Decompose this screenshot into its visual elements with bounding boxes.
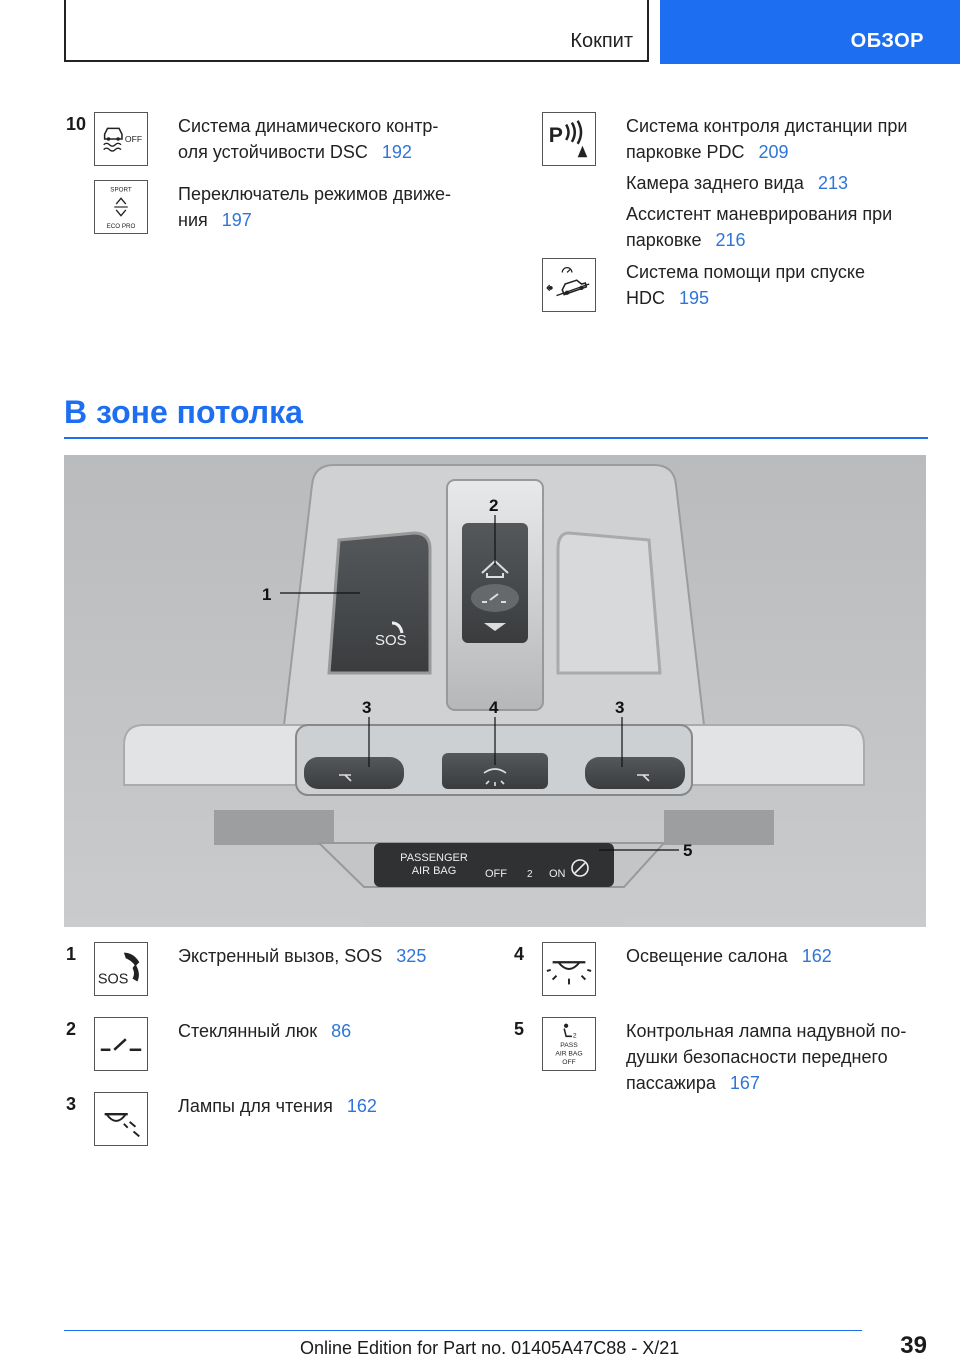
icon-text: SPORT: [110, 186, 132, 194]
icon-text: 2: [572, 1032, 577, 1040]
item-number: 1: [66, 944, 77, 964]
page-link[interactable]: 192: [381, 142, 412, 162]
sos-call-icon: [94, 942, 148, 996]
item-description: Стеклянный люк 86: [178, 1021, 352, 1041]
item-description: Система динамического контр- оля устойчивости DSC 192: [178, 116, 439, 162]
svg-text:P: P: [548, 123, 563, 147]
item-description: Контрольная лампа надувной по- душки безопасности переднего пассажира 167: [626, 1021, 907, 1093]
callout-number: 1: [262, 585, 272, 604]
item-number: 3: [66, 1094, 77, 1114]
page-number: 39: [900, 1332, 927, 1359]
item-number: 2: [66, 1019, 77, 1039]
pdc-icon: [542, 112, 596, 166]
callout-number: 5: [683, 841, 693, 860]
section-title: В зоне потолка: [64, 394, 303, 430]
page-link[interactable]: 213: [817, 173, 848, 193]
item-number: 5: [514, 1019, 525, 1039]
icon-text: SOS: [97, 971, 129, 988]
sos-label: SOS: [375, 632, 407, 649]
item-description: Система помощи при спуске HDC 195: [626, 262, 865, 308]
svg-text:OFF: OFF: [124, 133, 143, 144]
icon-text: OFF: [562, 1059, 576, 1067]
item-number: 4: [514, 944, 525, 964]
seat-num: 2: [527, 869, 533, 880]
item-description: Экстренный вызов, SOS 325: [178, 946, 427, 966]
callout-number: 2: [489, 496, 499, 515]
overhead-console-illustration: [64, 455, 926, 927]
page-link[interactable]: 162: [346, 1096, 377, 1116]
item-description: Система контроля дистанции при парковке PDC 209 Камера заднего вида 213 Ассистент маневрирования при парковке 216: [626, 116, 908, 250]
on-label: ON: [549, 868, 566, 880]
callout-number: 3: [362, 698, 372, 717]
item-number: 10: [66, 114, 87, 134]
footer-divider: [64, 1330, 862, 1331]
section-tab[interactable]: [660, 0, 960, 64]
footer-text: Online Edition for Part no. 01405A47C88 - X/21: [300, 1338, 680, 1358]
sunroof-icon: [94, 1017, 148, 1071]
header-frame: [64, 0, 649, 62]
section-tab-label: ОБЗОР: [850, 30, 924, 52]
chapter-title: Кокпит: [570, 30, 633, 52]
off-label: OFF: [485, 868, 507, 880]
section-divider: [64, 437, 928, 439]
icon-text: AIR BAG: [555, 1050, 583, 1058]
item-description: Переключатель режимов движе- ния 197: [178, 184, 452, 230]
page-link[interactable]: 167: [729, 1073, 760, 1093]
page-link[interactable]: 325: [396, 946, 427, 966]
panel-text: AIR BAG: [411, 865, 457, 877]
item-description: Освещение салона 162: [626, 946, 832, 966]
interior-light-icon: [542, 942, 596, 996]
page-link[interactable]: 162: [801, 946, 832, 966]
icon-text: ECO PRO: [106, 223, 136, 231]
callout-number: 3: [615, 698, 625, 717]
page-link[interactable]: 216: [715, 230, 746, 250]
page-link[interactable]: 195: [679, 288, 710, 308]
passenger-airbag-off-icon: [542, 1017, 596, 1071]
item-description: Лампы для чтения 162: [178, 1096, 377, 1116]
reading-lamp-icon: [94, 1092, 148, 1146]
dsc-off-icon: [94, 112, 148, 166]
page-link[interactable]: 86: [331, 1021, 352, 1041]
icon-text: PASS: [560, 1041, 578, 1049]
page-link[interactable]: 197: [221, 210, 252, 230]
callout-number: 4: [489, 698, 499, 717]
page-link[interactable]: 209: [758, 142, 789, 162]
sport-eco-pro-icon: [94, 180, 148, 234]
panel-text: PASSENGER: [400, 852, 468, 864]
hdc-icon: [542, 258, 596, 312]
